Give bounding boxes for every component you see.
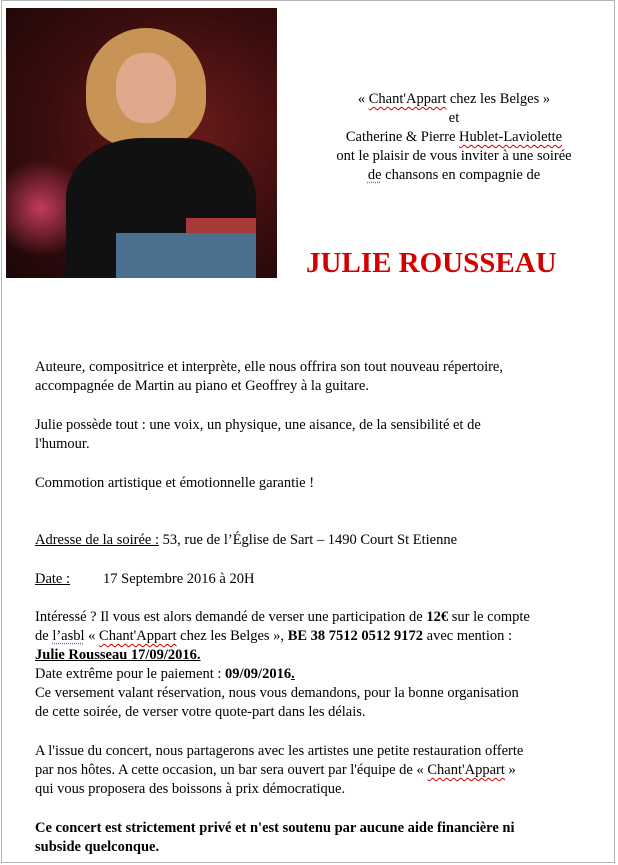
intro-line-2: et <box>448 110 460 126</box>
invitation-intro <box>290 90 618 185</box>
description-paragraph: Auteure, compositrice et interprète, elle nous offrira son tout nouveau répertoire, accompagnée de Martin au piano et Geoffrey à la guitare. <box>35 359 503 394</box>
date-line <box>35 570 605 589</box>
intro-line-3: Catherine & Pierre Hublet-Laviolette <box>345 129 563 145</box>
address-value: 53, rue de l’Église de Sart – 1490 Court St Etienne <box>159 532 458 548</box>
closing-paragraph: A l'issue du concert, nous partagerons avec les artistes une petite restauration offerte par nos hôtes. A cette occasion, un bar sera ouvert par l'équipe de « Chant'Appart » qui vous proposera des boissons à prix démocratique. <box>35 743 524 797</box>
date-value: 17 Septembre 2016 à 20H <box>103 571 255 587</box>
payment-mention: Julie Rousseau 17/09/2016. <box>35 647 201 663</box>
guarantee-line: Commotion artistique et émotionnelle garantie ! <box>35 475 315 491</box>
bank-account: BE 38 7512 0512 9172 <box>287 628 424 644</box>
participation-amount: 12€ <box>426 609 449 625</box>
private-notice: Ce concert est strictement privé et n'est soutenu par aucune aide financière ni subside quelconque. <box>35 820 515 855</box>
address-label: Adresse de la soirée : <box>35 532 160 548</box>
artist-name: JULIE ROUSSEAU <box>306 247 557 279</box>
intro-line-4: ont le plaisir de vous inviter à une soirée <box>336 148 572 164</box>
date-label: Date : <box>35 571 71 587</box>
address-line <box>35 531 605 550</box>
payment-paragraph: Intéressé ? Il vous est alors demandé de verser une participation de 12€ sur le compte de l’asbl « Chant'Appart chez les Belges », BE 38 7512 0512 9172 avec mention : Julie Rousseau 17/09/2016. Date extrême pour le paiement : 09/09/2016. Ce versement valant réservation, nous vous demandons, pour la bonne organisation de cette soirée, de verser votre quote-part dans les délais. <box>35 609 530 720</box>
artist-photo <box>6 8 277 278</box>
qualities-paragraph: Julie possède tout : une voix, un physique, une aisance, de la sensibilité et de l'humour. <box>35 417 481 452</box>
intro-line-1: « Chant'Appart chez les Belges » <box>357 91 551 107</box>
intro-line-5: de chansons en compagnie de <box>367 167 541 183</box>
payment-deadline: 09/09/2016 <box>225 666 292 682</box>
